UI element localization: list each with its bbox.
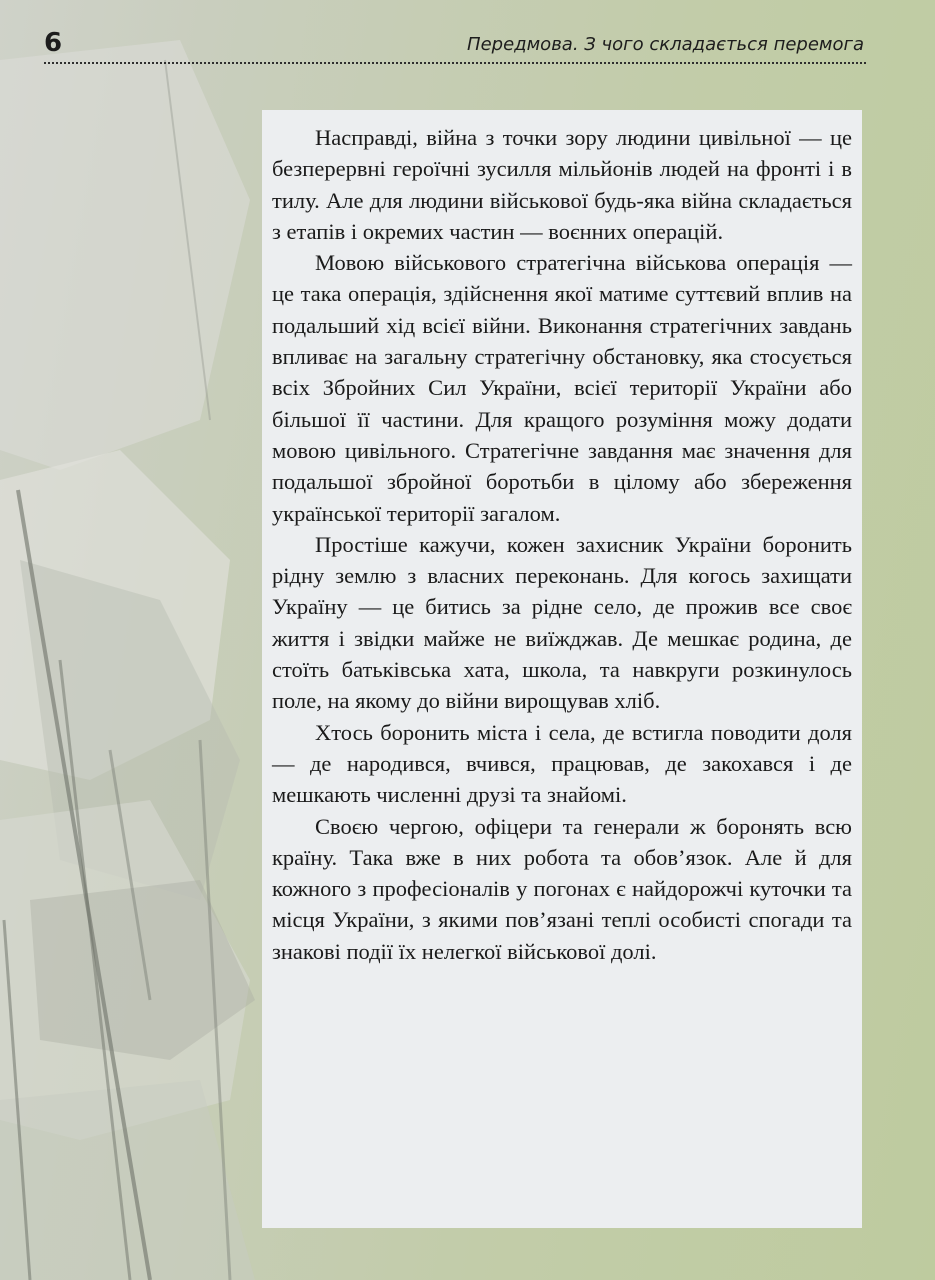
flag-shape [0,40,250,470]
page-header [44,26,866,64]
paragraph: Простіше кажучи, кожен захисник України боронить рідну землю з власних переконань. Для когось захищати Україну — це битись за рідне село, де прожив все своє життя і звідки майже не виїжджав. Де мешкає родина, де стоїть батьківська хата, школа, та навкруги розкинулось поле, на якому до війни вирощував хліб. [272,531,852,714]
paragraph: Хтось боронить міста і села, де встигла поводити доля — де народився, вчився, працював, де закохався і де мешкають численні друзі та знайомі. [272,719,852,808]
paragraph: Своєю чергою, офіцери та генерали ж боронять всю країну. Така вже в них робота та обов’язок. Але й для кожного з професіоналів у погонах є найдорожчі куточки та місця України, з якими пов’язані теплі особисті спогади та знакові події їх нелегкої військової долі. [272,813,852,964]
running-title: Передмова. З чого складається перемога [467,34,864,55]
page-number: 6 [44,28,63,58]
paragraph: Мовою військового стратегічна військова операція — це така операція, здійснення якої матиме суттєвий вплив на подальший хід всієї війни. Виконання стратегічних завдань впливає на загальну стратегічну обстановку, яка стосується всіх Збройних Сил України, всієї території України або більшої її частини. Для кращого розуміння можу додати мовою цивільного. Стратегічне завдання має значення для подальшої збройної боротьби в цілому або збереження української території загалом. [272,250,852,526]
text-panel [262,110,862,1228]
paragraph: Насправді, війна з точки зору людини цивільної — це безперервні героїчні зусилля мільйонів людей на фронті і в тилу. Але для людини військової будь-яка війна складається з етапів і окремих частин — воєнних операцій. [272,125,852,244]
